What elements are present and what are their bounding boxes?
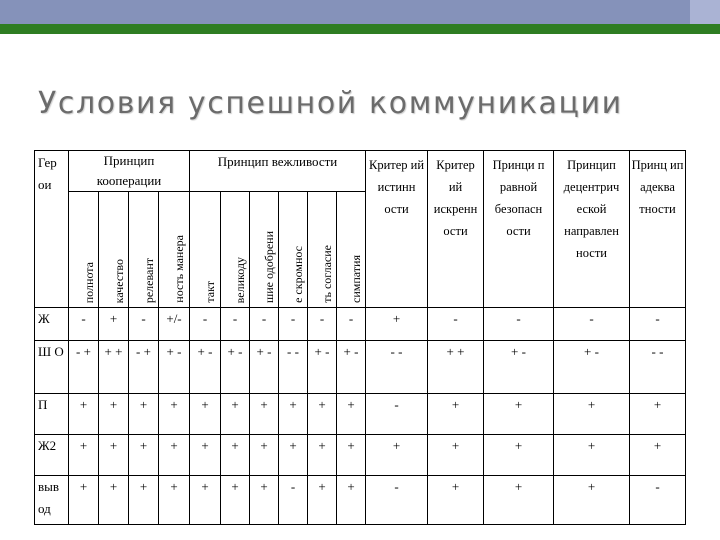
- polite-col-approval: шие одобрени: [250, 192, 279, 308]
- row-hero: Ж: [35, 308, 69, 341]
- table-row: [35, 341, 686, 394]
- accent-bar: [0, 24, 720, 34]
- table-cell: +: [221, 435, 250, 476]
- table-cell: -: [554, 308, 630, 341]
- table-cell: +: [250, 476, 279, 525]
- conditions-table: [34, 150, 686, 525]
- table-cell: +: [221, 476, 250, 525]
- table-cell: +: [630, 394, 686, 435]
- table-cell: -: [279, 476, 308, 525]
- polite-col-generosity: великоду: [221, 192, 250, 308]
- table-cell: + -: [308, 341, 337, 394]
- table-cell: +: [337, 394, 366, 435]
- table-cell: + -: [159, 341, 190, 394]
- table-cell: +: [428, 476, 484, 525]
- criteria-col-truth: Критер ий истинн ости: [366, 151, 428, 308]
- table-cell: +: [308, 394, 337, 435]
- table-cell: + -: [221, 341, 250, 394]
- table-cell: -: [279, 308, 308, 341]
- table-cell: +: [190, 394, 221, 435]
- table-cell: +: [159, 394, 190, 435]
- table-row: [35, 435, 686, 476]
- table-cell: -: [308, 308, 337, 341]
- slide-title: Условия успешной коммуникации: [38, 86, 623, 121]
- table-cell: +: [129, 476, 159, 525]
- polite-col-modesty: е скромнос: [279, 192, 308, 308]
- table-row: [35, 476, 686, 525]
- table-cell: -: [337, 308, 366, 341]
- table-cell: +: [630, 435, 686, 476]
- table-cell: +: [366, 308, 428, 341]
- row-hero: Ш О: [35, 341, 69, 394]
- table-cell: + -: [250, 341, 279, 394]
- table-cell: + -: [190, 341, 221, 394]
- table-cell: +/-: [159, 308, 190, 341]
- row-hero: Ж2: [35, 435, 69, 476]
- table-cell: +: [69, 435, 99, 476]
- table-cell: -: [69, 308, 99, 341]
- table-cell: +: [159, 476, 190, 525]
- table-cell: +: [428, 394, 484, 435]
- table-cell: -: [190, 308, 221, 341]
- table-cell: +: [484, 476, 554, 525]
- table-cell: +: [99, 435, 129, 476]
- criteria-col-safety: Принци п равной безопасн ости: [484, 151, 554, 308]
- table-cell: +: [250, 394, 279, 435]
- table-cell: +: [69, 476, 99, 525]
- table-cell: - -: [630, 341, 686, 394]
- criteria-col-adequacy: Принц ип адеква тности: [630, 151, 686, 308]
- table-cell: +: [366, 435, 428, 476]
- table-cell: -: [366, 394, 428, 435]
- table-cell: + -: [554, 341, 630, 394]
- table-cell: +: [190, 435, 221, 476]
- table-cell: +: [159, 435, 190, 476]
- coop-col-quality: качество: [99, 192, 129, 308]
- table-cell: +: [554, 435, 630, 476]
- table-cell: -: [484, 308, 554, 341]
- table-cell: +: [129, 435, 159, 476]
- criteria-col-sincerity: Критер ий искренн ости: [428, 151, 484, 308]
- criteria-col-decentric: Принцип децентрич еской направлен ности: [554, 151, 630, 308]
- table-cell: +: [221, 394, 250, 435]
- polite-col-sympathy: симпатия: [337, 192, 366, 308]
- table-cell: +: [250, 435, 279, 476]
- table-cell: +: [190, 476, 221, 525]
- table-cell: -: [221, 308, 250, 341]
- table-cell: +: [69, 394, 99, 435]
- table-cell: + +: [99, 341, 129, 394]
- row-hero: выв од: [35, 476, 69, 525]
- table-cell: +: [484, 394, 554, 435]
- header-row: [35, 151, 686, 192]
- table-cell: +: [308, 476, 337, 525]
- table-cell: +: [337, 476, 366, 525]
- table-cell: -: [630, 476, 686, 525]
- table-cell: +: [99, 308, 129, 341]
- row-hero: П: [35, 394, 69, 435]
- hero-header: Гер ои: [35, 151, 69, 308]
- table-cell: +: [554, 394, 630, 435]
- coop-col-relevance: релевант: [129, 192, 159, 308]
- table-cell: - +: [129, 341, 159, 394]
- polite-col-agreement: ть согласие: [308, 192, 337, 308]
- table-cell: - +: [69, 341, 99, 394]
- top-bar-accent: [690, 0, 720, 24]
- table-cell: +: [279, 394, 308, 435]
- table-cell: +: [279, 435, 308, 476]
- table-cell: +: [484, 435, 554, 476]
- table-cell: +: [337, 435, 366, 476]
- table-cell: -: [250, 308, 279, 341]
- polite-col-tact: такт: [190, 192, 221, 308]
- table-cell: - -: [279, 341, 308, 394]
- table-cell: +: [308, 435, 337, 476]
- table-cell: + -: [337, 341, 366, 394]
- coop-col-manner: ность манера: [159, 192, 190, 308]
- table-cell: + -: [484, 341, 554, 394]
- table-cell: +: [99, 394, 129, 435]
- table-cell: +: [554, 476, 630, 525]
- table-cell: +: [428, 435, 484, 476]
- table-cell: -: [630, 308, 686, 341]
- table-cell: -: [129, 308, 159, 341]
- coop-col-completeness: полнота: [69, 192, 99, 308]
- top-bar: [0, 0, 720, 24]
- coop-header: Принцип кооперации: [69, 151, 190, 192]
- polite-header: Принцип вежливости: [190, 151, 366, 192]
- table-cell: -: [366, 476, 428, 525]
- table-cell: + +: [428, 341, 484, 394]
- table-cell: +: [129, 394, 159, 435]
- table-row: [35, 394, 686, 435]
- table-cell: - -: [366, 341, 428, 394]
- table-row: [35, 308, 686, 341]
- table-cell: -: [428, 308, 484, 341]
- table-cell: +: [99, 476, 129, 525]
